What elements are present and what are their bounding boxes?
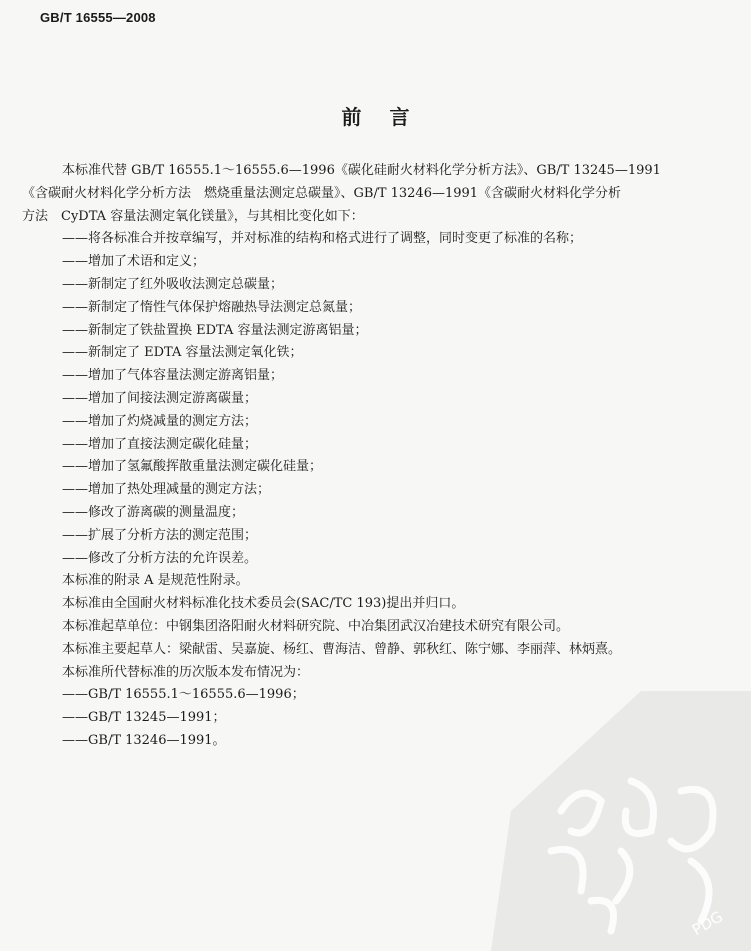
change-item: ——新制定了红外吸收法测定总碳量； [62,276,284,292]
change-item: ——增加了氢氟酸挥散重量法测定碳化硅量； [62,459,323,475]
change-item: ——增加了灼烧减量的测定方法； [62,413,258,429]
change-item: ——增加了气体容量法测定游离铝量； [62,368,284,384]
change-item: ——增加了热处理减量的测定方法； [62,482,271,498]
change-item: ——修改了分析方法的允许误差。 [62,550,258,566]
change-item: ——新制定了铁盐置换 EDTA 容量法测定游离铝量； [62,322,368,338]
change-item: ——增加了间接法测定游离碳量； [62,390,258,406]
standard-code-header: GB/T 16555—2008 [40,10,156,25]
change-item: ——将各标准合并按章编写，并对标准的结构和格式进行了调整，同时变更了标准的名称； [62,231,583,247]
history-item: ——GB/T 13245—1991； [62,710,226,726]
intro-line: 《含碳耐火材料化学分析方法 燃烧重量法测定总碳量》、GB/T 13246—1991《含碳耐火材料化学分析 [22,185,622,201]
page-title: 前言 [341,105,438,129]
change-item: ——新制定了惰性气体保护熔融热导法测定总氮量； [62,299,362,315]
statement: 本标准所代替标准的历次版本发布情况为： [62,664,310,680]
change-item: ——增加了直接法测定碳化硅量； [62,436,258,452]
foreword-body [22,160,692,753]
intro-line: 方法 CyDTA 容量法测定氧化镁量》，与其相比变化如下： [22,208,364,224]
history-item: ——GB/T 16555.1～16555.6—1996； [62,687,305,703]
statement: 本标准由全国耐火材料标准化技术委员会(SAC/TC 193)提出并归口。 [62,596,465,612]
statement: 本标准起草单位：中钢集团洛阳耐火材料研究院、中冶集团武汉冶建技术研究有限公司。 [62,618,570,634]
watermark-seal-icon [491,691,751,951]
statement: 本标准的附录 A 是规范性附录。 [62,573,249,589]
change-item: ——新制定了 EDTA 容量法测定氧化铁； [62,345,303,361]
change-item: ——增加了术语和定义； [62,254,206,270]
watermark-label: PDG [689,907,726,940]
change-item: ——扩展了分析方法的测定范围； [62,527,258,543]
intro-line: 本标准代替 GB/T 16555.1～16555.6—1996《碳化硅耐火材料化学分析方法》、GB/T 13245—1991 [62,163,661,178]
statement: 本标准主要起草人：梁献雷、吴嘉旋、杨红、曹海洁、曾静、郭秋红、陈宁娜、李丽萍、林炳熹。 [62,641,622,657]
library-watermark [491,691,751,951]
history-item: ——GB/T 13246—1991。 [62,732,226,748]
change-item: ——修改了游离碳的测量温度； [62,504,245,520]
